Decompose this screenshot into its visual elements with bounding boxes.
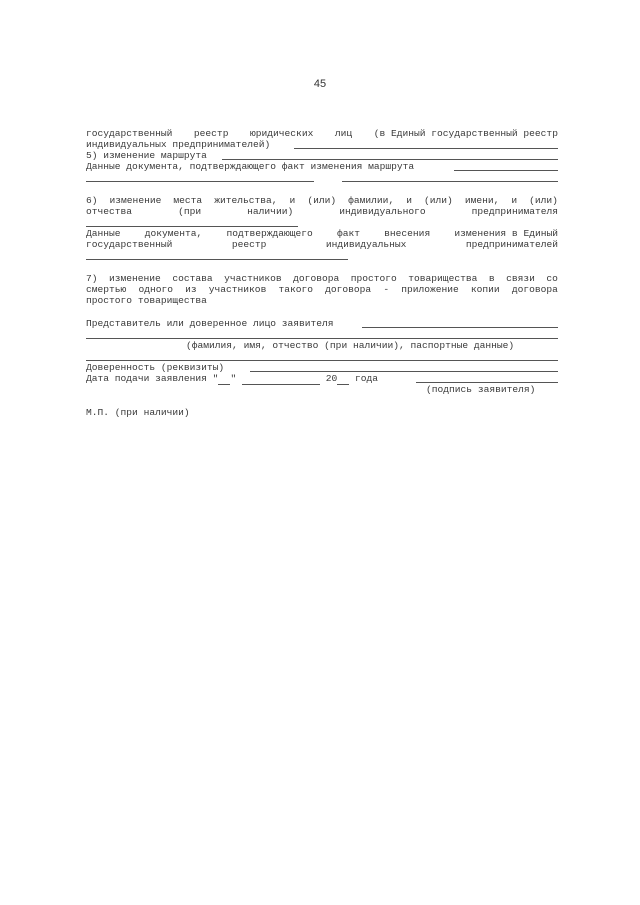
text: (или) (424, 195, 453, 206)
text: и (511, 195, 518, 206)
text: года (355, 373, 379, 384)
representative-label: Представитель или доверенное лицо заявителя (86, 318, 334, 329)
stamp-label: М.П. (при наличии) (86, 407, 190, 418)
text: документа, (144, 228, 203, 239)
stamp-line (86, 407, 558, 418)
text: факт (336, 228, 360, 239)
text: со (546, 273, 558, 284)
route-doc-field-2[interactable] (86, 181, 314, 182)
proxy-line (86, 362, 558, 373)
representative-line3 (86, 351, 558, 362)
blank-field[interactable] (294, 148, 558, 149)
representative-caption (86, 340, 558, 351)
text: подтверждающего (226, 228, 313, 239)
residence-doc-field[interactable] (86, 259, 348, 260)
text: простого товарищества (86, 295, 207, 306)
item5-doc-cont (86, 172, 558, 183)
text: лиц (334, 128, 353, 139)
text: и (289, 195, 296, 206)
text: Данные документа, подтверждающего факт изменения маршрута (86, 161, 415, 172)
item5-heading (86, 150, 558, 161)
text: из (185, 284, 197, 295)
text: участников (208, 284, 267, 295)
item6-doc2 (86, 239, 558, 250)
item6-line2 (86, 206, 558, 217)
text: в (488, 273, 495, 284)
text: изменения в Единый (454, 228, 558, 239)
proxy-label: Доверенность (реквизиты) (86, 362, 225, 373)
representative-line (86, 318, 558, 329)
text: юридических (250, 128, 314, 139)
text: договора (293, 273, 340, 284)
text: - (383, 284, 390, 295)
text: связи (506, 273, 535, 284)
item7-line1 (86, 273, 558, 284)
route-doc-field[interactable] (454, 170, 558, 171)
text: реестр (231, 239, 267, 250)
representative-field[interactable] (362, 327, 558, 328)
representative-line2 (86, 329, 558, 340)
text: (или) (529, 195, 558, 206)
text: Данные (86, 228, 121, 239)
item6-blank (86, 217, 558, 228)
page-number: 45 (313, 78, 327, 90)
text: индивидуальных (325, 239, 407, 250)
text: фамилии, (348, 195, 395, 206)
route-doc-field-3[interactable] (342, 181, 558, 182)
signature-caption-line (86, 384, 558, 395)
item7-line3 (86, 295, 558, 306)
item6-doc-blank (86, 250, 558, 261)
text: договора (325, 284, 372, 295)
section4-line1 (86, 128, 558, 139)
text: (фамилия, имя, отчество (при наличии), паспортные данные) (186, 340, 515, 351)
text: жительства, (214, 195, 278, 206)
text: приложение (401, 284, 459, 295)
text: государственный (86, 128, 173, 139)
text: 20 (325, 373, 338, 384)
route-change-field[interactable] (222, 159, 558, 160)
text: 5) изменение маршрута (86, 150, 207, 161)
text: 6) (86, 195, 98, 206)
text: простого (350, 273, 397, 284)
representative-field-2[interactable] (86, 338, 558, 339)
item6-line1 (86, 195, 558, 206)
text: товарищества (408, 273, 478, 284)
date-line (86, 373, 558, 384)
document-body (86, 128, 558, 418)
date-label: Дата подачи заявления (86, 373, 207, 384)
text: индивидуальных предпринимателей) (86, 139, 271, 150)
residence-change-field[interactable] (86, 226, 298, 227)
proxy-field[interactable] (250, 371, 558, 372)
text: такого (278, 284, 313, 295)
text: " (212, 373, 219, 384)
section4-line2 (86, 139, 558, 150)
text: индивидуального (339, 206, 426, 217)
text: одного (138, 284, 173, 295)
text: наличии) (247, 206, 294, 217)
item6-doc1 (86, 228, 558, 239)
text: места (173, 195, 203, 206)
text: отчества (86, 206, 133, 217)
text: состава (172, 273, 213, 284)
representative-field-3[interactable] (86, 360, 558, 361)
text: (при (178, 206, 202, 217)
text: изменение (109, 273, 161, 284)
text: 7) (86, 273, 98, 284)
text: " (230, 373, 237, 384)
item5-doc (86, 161, 558, 172)
text: (в Единый государственный реестр (373, 128, 558, 139)
signature-field[interactable] (416, 382, 558, 383)
text: предпринимателей (465, 239, 558, 250)
text: имени, (464, 195, 500, 206)
item7-line2 (86, 284, 558, 295)
text: реестр (193, 128, 229, 139)
text: внесения (384, 228, 431, 239)
signature-caption: (подпись заявителя) (426, 384, 536, 395)
text: и (406, 195, 412, 206)
text: предпринимателя (471, 206, 558, 217)
text: государственный (86, 239, 173, 250)
text: участников (224, 273, 282, 284)
text: копии (470, 284, 500, 295)
text: (или) (307, 195, 337, 206)
text: изменение (109, 195, 162, 206)
text: смертью (86, 284, 127, 295)
text: договора (511, 284, 558, 295)
